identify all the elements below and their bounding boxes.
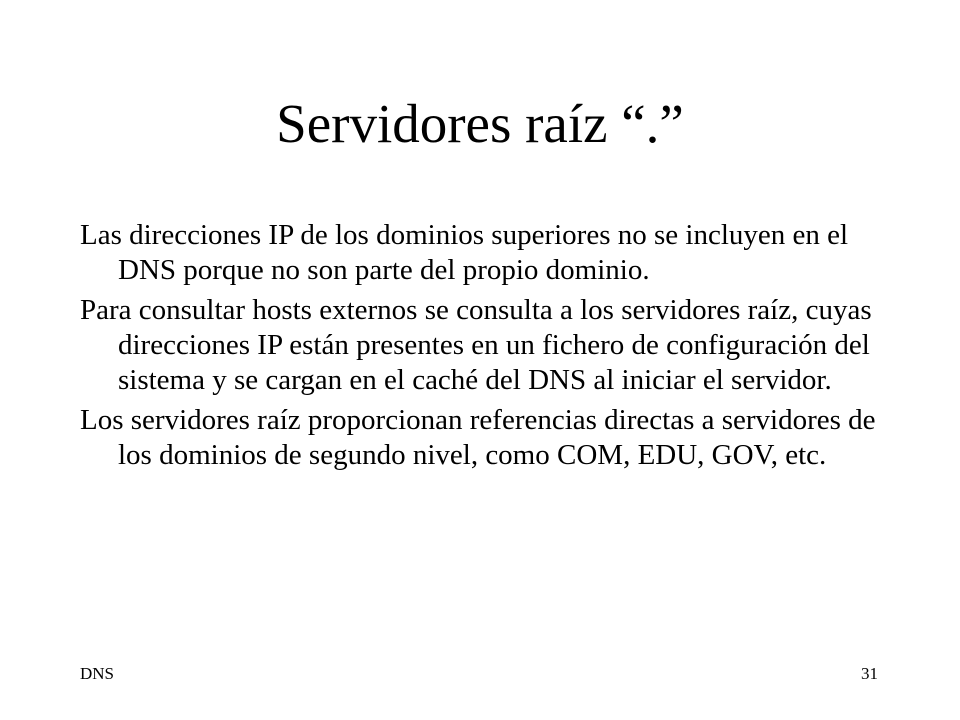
footer-label: DNS (80, 664, 115, 683)
body-paragraph: Para consultar hosts externos se consulta a los servidores raíz, cuyas direcciones IP están presentes en un fichero de configuración del sistema y se cargan en el caché del DNS al iniciar el servidor. (80, 294, 872, 396)
slide-title: Servidores raíz “.” (276, 93, 684, 154)
body-paragraph: Las direcciones IP de los dominios superiores no se incluyen en el DNS porque no son parte del propio dominio. (80, 219, 849, 286)
page-number: 31 (861, 664, 878, 683)
slide-body (80, 218, 880, 478)
body-paragraph: Los servidores raíz proporcionan referencias directas a servidores de los dominios de segundo nivel, como COM, EDU, GOV, etc. (80, 404, 876, 471)
